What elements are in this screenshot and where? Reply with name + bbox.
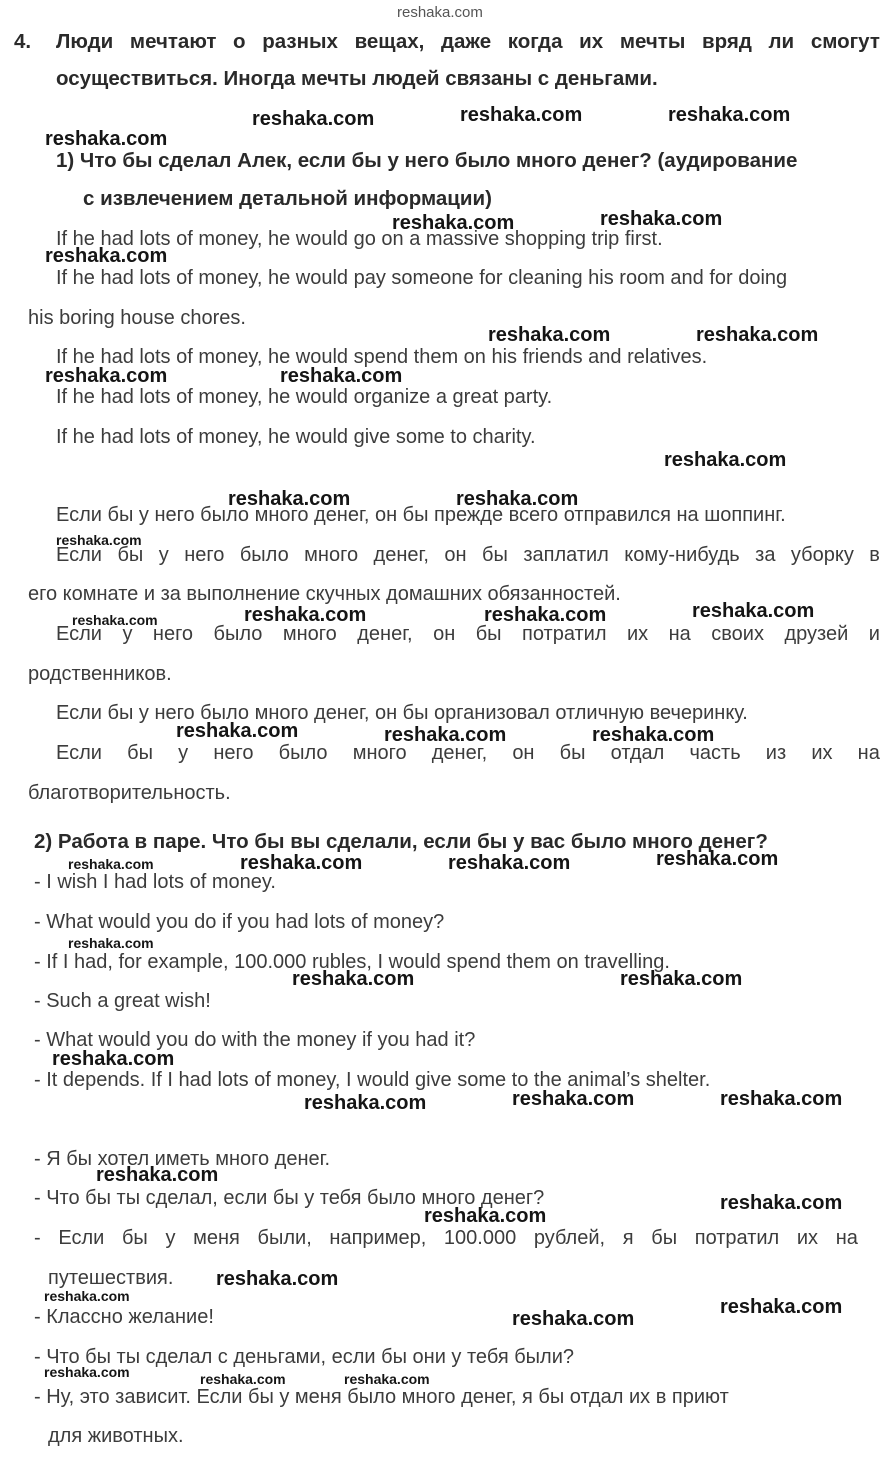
exercise-heading-line-2: осуществиться. Иногда мечты людей связаны с деньгами. bbox=[56, 67, 658, 90]
dialogue-ru-5: - Что бы ты сделал с деньгами, если бы они у тебя были? bbox=[34, 1346, 575, 1368]
word: 100.000 bbox=[443, 1227, 517, 1249]
word: уборку bbox=[790, 544, 854, 566]
dialogue-ru-2: - Что бы ты сделал, если бы у тебя было много денег? bbox=[34, 1187, 545, 1209]
word: было bbox=[239, 544, 289, 566]
watermark: reshaka.com bbox=[252, 108, 375, 130]
dialogue-ru-3b: путешествия. bbox=[48, 1267, 174, 1289]
watermark: reshaka.com bbox=[456, 488, 579, 510]
word: Если bbox=[58, 1227, 105, 1249]
dialogue-ru-7: для животных. bbox=[48, 1425, 184, 1447]
answer-en-4: If he had lots of money, he would organize a great party. bbox=[56, 386, 553, 408]
word: бы bbox=[559, 742, 586, 764]
word: Если bbox=[56, 623, 102, 645]
part1-title-line-2: с извлечением детальной информации) bbox=[83, 187, 492, 210]
word: у bbox=[158, 544, 169, 566]
word: Люди bbox=[56, 30, 114, 53]
watermark: reshaka.com bbox=[68, 935, 154, 951]
word: он bbox=[444, 544, 467, 566]
watermark: reshaka.com bbox=[720, 1192, 843, 1214]
word: денег, bbox=[373, 544, 429, 566]
word: и bbox=[868, 623, 880, 645]
watermark: reshaka.com bbox=[460, 104, 583, 126]
watermark: reshaka.com bbox=[240, 852, 363, 874]
watermark: reshaka.com bbox=[488, 324, 611, 346]
watermark: reshaka.com bbox=[484, 604, 607, 626]
word: их bbox=[811, 742, 833, 764]
answer-ru-5b: благотворительность. bbox=[28, 782, 231, 804]
part2-title: 2) Работа в паре. Что бы вы сделали, если бы у вас было много денег? bbox=[34, 830, 768, 853]
word: своих bbox=[711, 623, 764, 645]
watermark: reshaka.com bbox=[696, 324, 819, 346]
dialogue-en-6: - It depends. If I had lots of money, I would give some to the animal’s shelter. bbox=[34, 1069, 711, 1091]
watermark: reshaka.com bbox=[68, 856, 154, 872]
dialogue-en-4: - Such a great wish! bbox=[34, 990, 211, 1012]
word: рублей, bbox=[533, 1227, 606, 1249]
word: денег, bbox=[357, 623, 413, 645]
word: потратил bbox=[694, 1227, 780, 1249]
dialogue-ru-6: - Ну, это зависит. Если бы у меня было много денег, я бы отдал их в приют bbox=[34, 1386, 729, 1408]
watermark: reshaka.com bbox=[96, 1164, 219, 1186]
word: мечты bbox=[619, 30, 686, 53]
word: вряд bbox=[702, 30, 752, 53]
word: смогут bbox=[810, 30, 880, 53]
word: денег, bbox=[431, 742, 488, 764]
watermark: reshaka.com bbox=[44, 1288, 130, 1304]
word: меня bbox=[193, 1227, 240, 1249]
answer-en-1: If he had lots of money, he would go on a massive shopping trip first. bbox=[56, 228, 663, 250]
watermark: reshaka.com bbox=[692, 600, 815, 622]
watermark: reshaka.com bbox=[244, 604, 367, 626]
word: много bbox=[304, 544, 359, 566]
word: их bbox=[579, 30, 604, 53]
word: часть bbox=[689, 742, 741, 764]
watermark: reshaka.com bbox=[397, 4, 483, 21]
word: на bbox=[857, 742, 880, 764]
watermark: reshaka.com bbox=[392, 212, 515, 234]
watermark: reshaka.com bbox=[216, 1268, 339, 1290]
answer-ru-3b: родственников. bbox=[28, 663, 172, 685]
exercise-heading-line-1 bbox=[56, 30, 880, 54]
word: бы bbox=[121, 1227, 148, 1249]
word: в bbox=[869, 544, 880, 566]
answer-en-5: If he had lots of money, he would give some to charity. bbox=[56, 426, 536, 448]
dialogue-en-1: - I wish I had lots of money. bbox=[34, 871, 276, 893]
word: него bbox=[213, 742, 254, 764]
word: вещах, bbox=[354, 30, 425, 53]
answer-en-3: If he had lots of money, he would spend them on his friends and relatives. bbox=[56, 346, 708, 368]
word: у bbox=[178, 742, 189, 764]
dialogue-en-3: - If I had, for example, 100.000 rubles, I would spend them on travelling. bbox=[34, 951, 670, 973]
word: за bbox=[755, 544, 776, 566]
word: бы bbox=[482, 544, 508, 566]
watermark: reshaka.com bbox=[45, 245, 168, 267]
word: Если bbox=[56, 742, 102, 764]
word: на bbox=[668, 623, 691, 645]
watermark: reshaka.com bbox=[56, 532, 142, 548]
word: из bbox=[765, 742, 787, 764]
watermark: reshaka.com bbox=[664, 449, 787, 471]
word: потратил bbox=[522, 623, 607, 645]
watermark: reshaka.com bbox=[292, 968, 415, 990]
watermark: reshaka.com bbox=[228, 488, 351, 510]
answer-ru-1: Если бы у него было много денег, он бы прежде всего отправился на шоппинг. bbox=[56, 504, 786, 526]
answer-ru-4: Если бы у него было много денег, он бы организовал отличную вечеринку. bbox=[56, 702, 748, 724]
word: когда bbox=[507, 30, 563, 53]
exercise-number: 4. bbox=[14, 30, 32, 53]
word: много bbox=[352, 742, 407, 764]
word: - bbox=[34, 1227, 41, 1249]
watermark: reshaka.com bbox=[448, 852, 571, 874]
watermark: reshaka.com bbox=[200, 1371, 286, 1387]
word: было bbox=[278, 742, 328, 764]
dialogue-ru-1: - Я бы хотел иметь много денег. bbox=[34, 1148, 331, 1170]
word: бы bbox=[651, 1227, 678, 1249]
word: бы bbox=[127, 742, 153, 764]
word: разных bbox=[262, 30, 338, 53]
word: было bbox=[213, 623, 263, 645]
word: он bbox=[433, 623, 456, 645]
word: друзей bbox=[784, 623, 849, 645]
answer-ru-3a bbox=[56, 622, 880, 646]
word: отдал bbox=[610, 742, 665, 764]
word: о bbox=[233, 30, 246, 53]
dialogue-en-5: - What would you do with the money if you had it? bbox=[34, 1029, 476, 1051]
watermark: reshaka.com bbox=[620, 968, 743, 990]
answer-en-2a: If he had lots of money, he would pay someone for cleaning his room and for doing bbox=[56, 267, 788, 289]
watermark: reshaka.com bbox=[384, 724, 507, 746]
dialogue-en-2: - What would you do if you had lots of money? bbox=[34, 911, 445, 933]
word: их bbox=[796, 1227, 819, 1249]
watermark: reshaka.com bbox=[720, 1088, 843, 1110]
word: например, bbox=[329, 1227, 427, 1249]
word: мечтают bbox=[129, 30, 217, 53]
watermark: reshaka.com bbox=[600, 208, 723, 230]
word: кому-нибудь bbox=[624, 544, 740, 566]
word: заплатил bbox=[523, 544, 609, 566]
word: Если bbox=[56, 544, 102, 566]
word: него bbox=[152, 623, 194, 645]
word: на bbox=[835, 1227, 858, 1249]
word: их bbox=[626, 623, 649, 645]
word: были, bbox=[257, 1227, 312, 1249]
word: я bbox=[622, 1227, 634, 1249]
watermark: reshaka.com bbox=[45, 128, 168, 150]
watermark: reshaka.com bbox=[344, 1371, 430, 1387]
watermark: reshaka.com bbox=[304, 1092, 427, 1114]
watermark: reshaka.com bbox=[45, 365, 168, 387]
word: он bbox=[512, 742, 535, 764]
word: много bbox=[282, 623, 337, 645]
answer-en-2b: his boring house chores. bbox=[28, 307, 246, 329]
watermark: reshaka.com bbox=[592, 724, 715, 746]
word: бы bbox=[475, 623, 502, 645]
part1-title-line-1: 1) Что бы сделал Алек, если бы у него было много денег? (аудирование bbox=[56, 149, 798, 172]
dialogue-ru-3a bbox=[34, 1226, 858, 1250]
watermark: reshaka.com bbox=[512, 1088, 635, 1110]
watermark: reshaka.com bbox=[176, 720, 299, 742]
watermark: reshaka.com bbox=[424, 1205, 547, 1227]
watermark: reshaka.com bbox=[668, 104, 791, 126]
dialogue-ru-4: - Классно желание! bbox=[34, 1306, 214, 1328]
word: даже bbox=[441, 30, 492, 53]
watermark: reshaka.com bbox=[72, 612, 158, 628]
word: него bbox=[184, 544, 225, 566]
word: у bbox=[165, 1227, 176, 1249]
word: бы bbox=[117, 544, 144, 566]
watermark: reshaka.com bbox=[656, 848, 779, 870]
word: ли bbox=[768, 30, 795, 53]
answer-ru-2b: его комнате и за выполнение скучных домашних обязанностей. bbox=[28, 583, 621, 605]
answer-ru-2a bbox=[56, 543, 880, 567]
watermark: reshaka.com bbox=[44, 1364, 130, 1380]
watermark: reshaka.com bbox=[52, 1048, 175, 1070]
word: у bbox=[122, 623, 133, 645]
watermark: reshaka.com bbox=[280, 365, 403, 387]
watermark: reshaka.com bbox=[720, 1296, 843, 1318]
watermark: reshaka.com bbox=[512, 1308, 635, 1330]
